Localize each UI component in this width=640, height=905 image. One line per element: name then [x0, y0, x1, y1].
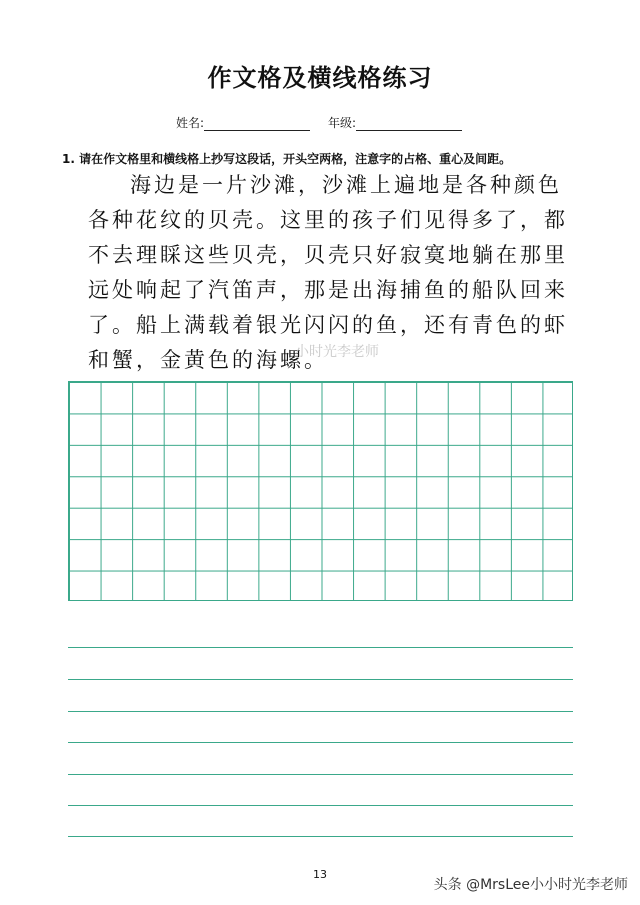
watermark: 小时光李老师 — [295, 344, 379, 360]
passage-line: 不去理睬这些贝壳，贝壳只好寂寞地躺在那里 — [88, 243, 568, 267]
passage-line: 了。船上满载着银光闪闪的鱼，还有青色的虾 — [88, 313, 568, 337]
ruled-line[interactable] — [68, 647, 573, 648]
ruled-line[interactable] — [68, 774, 573, 775]
name-field — [176, 114, 310, 131]
passage-line: 海边是一片沙滩，沙滩上遍地是各种颜色 — [130, 173, 562, 197]
passage-line: 远处响起了汽笛声，那是出海捕鱼的船队回来 — [88, 278, 568, 302]
source-credit: 头条 @MrsLee小小时光李老师 — [433, 877, 628, 893]
writing-grid[interactable] — [68, 381, 573, 601]
name-label: 姓名: — [176, 116, 205, 130]
ruled-line[interactable] — [68, 711, 573, 712]
ruled-line[interactable] — [68, 805, 573, 806]
ruled-line[interactable] — [68, 679, 573, 680]
ruled-line[interactable] — [68, 742, 573, 743]
passage-line: 和蟹，金黄色的海螺。 — [88, 348, 328, 372]
grade-label: 年级: — [328, 116, 357, 130]
passage-line: 各种花纹的贝壳。这里的孩子们见得多了，都 — [88, 208, 568, 232]
page-title: 作文格及横线格练习 — [207, 64, 433, 92]
grade-blank[interactable] — [356, 117, 462, 131]
ruled-line[interactable] — [68, 836, 573, 837]
grade-field — [328, 114, 462, 131]
instruction-text: 1. 请在作文格里和横线格上抄写这段话，开头空两格，注意字的占格、重心及间距。 — [62, 152, 512, 166]
name-blank[interactable] — [204, 117, 310, 131]
page-number: 13 — [313, 868, 327, 881]
